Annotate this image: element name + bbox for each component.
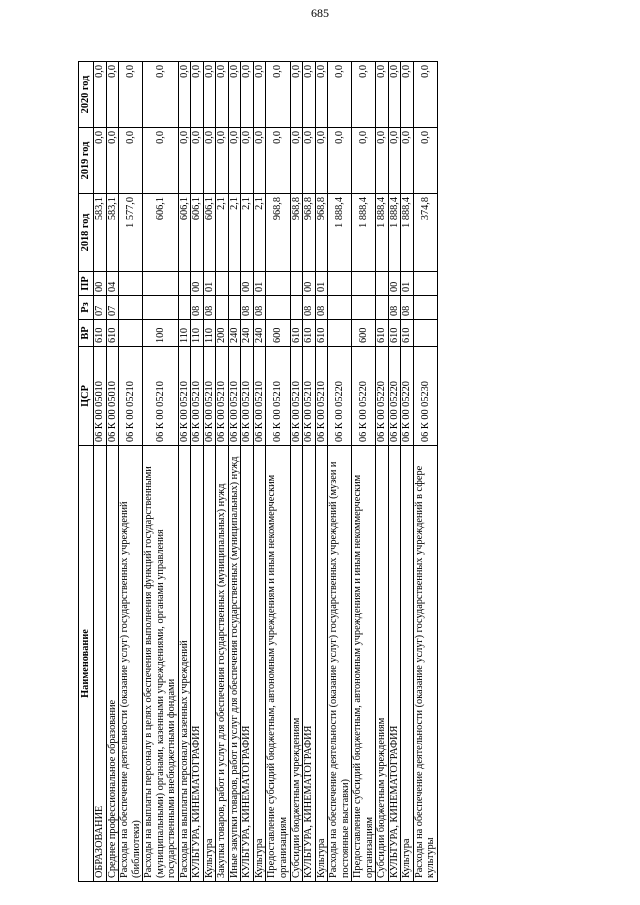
table-row bbox=[401, 62, 414, 882]
cell-2018: 2,1 bbox=[228, 194, 241, 272]
cell-name: Расходы на обеспечение деятельности (оказание услуг) государственных учреждений (музеи и постоянные выставки) bbox=[328, 446, 352, 882]
cell-2019: 0,0 bbox=[303, 128, 316, 194]
table-row bbox=[143, 62, 179, 882]
cell-vr: 600 bbox=[266, 320, 290, 347]
cell-rz bbox=[266, 296, 290, 320]
cell-vr: 200 bbox=[216, 320, 229, 347]
cell-name: ОБРАЗОВАНИЕ bbox=[94, 446, 107, 882]
cell-2019: 0,0 bbox=[241, 128, 254, 194]
cell-csr: 06 К 00 05210 bbox=[178, 347, 191, 446]
cell-pr: 00 bbox=[191, 272, 204, 296]
cell-name: Иные закупки товаров, работ и услуг для обеспечения государственных (муниципальных) нужд bbox=[228, 446, 241, 882]
cell-2018: 2,1 bbox=[216, 194, 229, 272]
cell-2018: 1 888,4 bbox=[376, 194, 389, 272]
page-number: 685 bbox=[311, 6, 329, 20]
cell-rz bbox=[143, 296, 179, 320]
cell-pr: 01 bbox=[203, 272, 216, 296]
cell-2020: 0,0 bbox=[376, 62, 389, 128]
cell-name: Субсидии бюджетным учреждениям bbox=[290, 446, 303, 882]
cell-rz: 08 bbox=[315, 296, 328, 320]
cell-csr: 06 К 00 05210 bbox=[266, 347, 290, 446]
cell-2019: 0,0 bbox=[290, 128, 303, 194]
cell-2018: 1 888,4 bbox=[388, 194, 401, 272]
cell-2018: 583,1 bbox=[106, 194, 119, 272]
cell-2020: 0,0 bbox=[94, 62, 107, 128]
cell-csr: 06 К 00 05220 bbox=[328, 347, 352, 446]
cell-vr: 610 bbox=[376, 320, 389, 347]
cell-2020: 0,0 bbox=[352, 62, 376, 128]
cell-rz bbox=[413, 296, 437, 320]
cell-2019: 0,0 bbox=[119, 128, 143, 194]
cell-2020: 0,0 bbox=[388, 62, 401, 128]
cell-2019: 0,0 bbox=[216, 128, 229, 194]
table-row bbox=[241, 62, 254, 882]
cell-pr bbox=[376, 272, 389, 296]
cell-csr: 06 К 00 05210 bbox=[216, 347, 229, 446]
cell-rz: 07 bbox=[106, 296, 119, 320]
table-row bbox=[119, 62, 143, 882]
cell-2018: 1 577,0 bbox=[119, 194, 143, 272]
cell-2019: 0,0 bbox=[94, 128, 107, 194]
cell-2018: 606,1 bbox=[191, 194, 204, 272]
cell-2020: 0,0 bbox=[216, 62, 229, 128]
cell-2018: 968,8 bbox=[303, 194, 316, 272]
cell-csr: 06 К 00 05210 bbox=[191, 347, 204, 446]
cell-pr: 00 bbox=[303, 272, 316, 296]
cell-csr: 06 К 00 05230 bbox=[413, 347, 437, 446]
cell-csr: 06 К 00 05210 bbox=[253, 347, 266, 446]
cell-vr: 100 bbox=[143, 320, 179, 347]
cell-2018: 968,8 bbox=[266, 194, 290, 272]
cell-rz: 08 bbox=[203, 296, 216, 320]
cell-2018: 1 888,4 bbox=[401, 194, 414, 272]
cell-csr: 06 К 00 05210 bbox=[143, 347, 179, 446]
table-row bbox=[228, 62, 241, 882]
cell-2019: 0,0 bbox=[413, 128, 437, 194]
cell-pr bbox=[266, 272, 290, 296]
cell-name: Культура bbox=[401, 446, 414, 882]
cell-rz bbox=[228, 296, 241, 320]
cell-2020: 0,0 bbox=[106, 62, 119, 128]
cell-2020: 0,0 bbox=[178, 62, 191, 128]
cell-2020: 0,0 bbox=[253, 62, 266, 128]
table-row bbox=[94, 62, 107, 882]
cell-2019: 0,0 bbox=[401, 128, 414, 194]
cell-2019: 0,0 bbox=[143, 128, 179, 194]
cell-name: Культура bbox=[203, 446, 216, 882]
cell-2020: 0,0 bbox=[328, 62, 352, 128]
cell-rz: 08 bbox=[191, 296, 204, 320]
cell-2018: 1 888,4 bbox=[352, 194, 376, 272]
cell-vr: 610 bbox=[303, 320, 316, 347]
cell-rz bbox=[352, 296, 376, 320]
cell-2019: 0,0 bbox=[106, 128, 119, 194]
cell-vr: 610 bbox=[388, 320, 401, 347]
cell-csr: 06 К 00 05210 bbox=[203, 347, 216, 446]
cell-rz bbox=[178, 296, 191, 320]
cell-pr bbox=[143, 272, 179, 296]
cell-2019: 0,0 bbox=[266, 128, 290, 194]
cell-2020: 0,0 bbox=[228, 62, 241, 128]
cell-vr: 610 bbox=[290, 320, 303, 347]
cell-rz: 08 bbox=[253, 296, 266, 320]
header-2018: 2018 год bbox=[79, 194, 94, 272]
cell-pr: 04 bbox=[106, 272, 119, 296]
cell-name: Предоставление субсидий бюджетным, автономным учреждениям и иным некоммерческим организациям bbox=[352, 446, 376, 882]
cell-2020: 0,0 bbox=[266, 62, 290, 128]
cell-2020: 0,0 bbox=[303, 62, 316, 128]
cell-2020: 0,0 bbox=[315, 62, 328, 128]
cell-pr bbox=[413, 272, 437, 296]
cell-pr bbox=[228, 272, 241, 296]
cell-name: Закупка товаров, работ и услуг для обеспечения государственных (муниципальных) нужд bbox=[216, 446, 229, 882]
cell-name: КУЛЬТУРА, КИНЕМАТОГРАФИЯ bbox=[191, 446, 204, 882]
cell-csr: 06 К 00 05220 bbox=[388, 347, 401, 446]
table-row bbox=[328, 62, 352, 882]
cell-pr bbox=[352, 272, 376, 296]
table-header-row bbox=[79, 62, 94, 882]
header-csr: ЦСР bbox=[79, 347, 94, 446]
cell-vr: 610 bbox=[315, 320, 328, 347]
table-row bbox=[413, 62, 437, 882]
table-row bbox=[303, 62, 316, 882]
table-row bbox=[315, 62, 328, 882]
cell-2018: 606,1 bbox=[178, 194, 191, 272]
cell-vr: 610 bbox=[94, 320, 107, 347]
table-row bbox=[388, 62, 401, 882]
cell-2020: 0,0 bbox=[241, 62, 254, 128]
cell-2020: 0,0 bbox=[401, 62, 414, 128]
table-row bbox=[376, 62, 389, 882]
cell-vr: 110 bbox=[178, 320, 191, 347]
cell-rz bbox=[290, 296, 303, 320]
cell-2020: 0,0 bbox=[203, 62, 216, 128]
table-row bbox=[203, 62, 216, 882]
cell-pr: 00 bbox=[241, 272, 254, 296]
table-row bbox=[266, 62, 290, 882]
cell-rz: 08 bbox=[241, 296, 254, 320]
cell-csr: 06 К 00 05210 bbox=[290, 347, 303, 446]
cell-2018: 583,1 bbox=[94, 194, 107, 272]
cell-name: КУЛЬТУРА, КИНЕМАТОГРАФИЯ bbox=[241, 446, 254, 882]
cell-rz: 08 bbox=[388, 296, 401, 320]
cell-2018: 2,1 bbox=[253, 194, 266, 272]
cell-2019: 0,0 bbox=[203, 128, 216, 194]
cell-rz: 07 bbox=[94, 296, 107, 320]
header-vr: ВР bbox=[79, 320, 94, 347]
cell-2019: 0,0 bbox=[328, 128, 352, 194]
cell-csr: 06 К 00 05220 bbox=[401, 347, 414, 446]
cell-vr: 610 bbox=[106, 320, 119, 347]
cell-2019: 0,0 bbox=[315, 128, 328, 194]
cell-2019: 0,0 bbox=[376, 128, 389, 194]
cell-name: Культура bbox=[315, 446, 328, 882]
cell-vr: 240 bbox=[228, 320, 241, 347]
cell-2019: 0,0 bbox=[253, 128, 266, 194]
cell-2018: 606,1 bbox=[203, 194, 216, 272]
cell-2019: 0,0 bbox=[178, 128, 191, 194]
cell-vr: 110 bbox=[191, 320, 204, 347]
cell-2020: 0,0 bbox=[290, 62, 303, 128]
cell-csr: 06 К 00 05210 bbox=[315, 347, 328, 446]
cell-pr bbox=[216, 272, 229, 296]
table-row bbox=[191, 62, 204, 882]
cell-2020: 0,0 bbox=[413, 62, 437, 128]
cell-name: КУЛЬТУРА, КИНЕМАТОГРАФИЯ bbox=[388, 446, 401, 882]
cell-2018: 374,8 bbox=[413, 194, 437, 272]
table-body bbox=[94, 62, 438, 882]
cell-csr: 06 К 00 05010 bbox=[106, 347, 119, 446]
cell-rz: 08 bbox=[303, 296, 316, 320]
header-name: Наименование bbox=[79, 446, 94, 882]
cell-2018: 968,8 bbox=[290, 194, 303, 272]
cell-2019: 0,0 bbox=[352, 128, 376, 194]
cell-pr bbox=[328, 272, 352, 296]
cell-pr: 01 bbox=[401, 272, 414, 296]
cell-2020: 0,0 bbox=[191, 62, 204, 128]
cell-rz bbox=[328, 296, 352, 320]
cell-2018: 606,1 bbox=[143, 194, 179, 272]
cell-2019: 0,0 bbox=[191, 128, 204, 194]
budget-table bbox=[78, 61, 438, 882]
cell-vr: 110 bbox=[203, 320, 216, 347]
cell-vr bbox=[119, 320, 143, 347]
cell-csr: 06 К 00 05210 bbox=[303, 347, 316, 446]
cell-pr bbox=[178, 272, 191, 296]
cell-2019: 0,0 bbox=[228, 128, 241, 194]
header-rz: Рз bbox=[79, 296, 94, 320]
cell-vr bbox=[328, 320, 352, 347]
cell-pr bbox=[290, 272, 303, 296]
cell-pr: 00 bbox=[388, 272, 401, 296]
header-2020: 2020 год bbox=[79, 62, 94, 128]
cell-name: Предоставление субсидий бюджетным, автономным учреждениям и иным некоммерческим организациям bbox=[266, 446, 290, 882]
table-row bbox=[253, 62, 266, 882]
table-row bbox=[290, 62, 303, 882]
cell-name: Расходы на обеспечение деятельности (оказание услуг) государственных учреждений (библиотеки) bbox=[119, 446, 143, 882]
cell-2020: 0,0 bbox=[119, 62, 143, 128]
cell-csr: 06 К 00 05210 bbox=[228, 347, 241, 446]
cell-2018: 968,8 bbox=[315, 194, 328, 272]
cell-vr: 610 bbox=[401, 320, 414, 347]
table-row bbox=[106, 62, 119, 882]
cell-csr: 06 К 00 05210 bbox=[241, 347, 254, 446]
cell-name: Расходы на выплаты персоналу в целях обеспечения выполнения функций государственными (муниципальными) органами, казенными учреждениями, органами управления государственными внебюджетными фондами bbox=[143, 446, 179, 882]
table-row bbox=[352, 62, 376, 882]
rotated-table-container bbox=[78, 62, 438, 882]
cell-csr: 06 К 00 05210 bbox=[119, 347, 143, 446]
cell-pr bbox=[119, 272, 143, 296]
cell-rz: 08 bbox=[401, 296, 414, 320]
cell-rz bbox=[119, 296, 143, 320]
cell-name: Среднее профессиональное образование bbox=[106, 446, 119, 882]
cell-name: Субсидии бюджетным учреждениям bbox=[376, 446, 389, 882]
cell-vr: 240 bbox=[241, 320, 254, 347]
cell-pr: 01 bbox=[315, 272, 328, 296]
cell-vr: 600 bbox=[352, 320, 376, 347]
cell-name: КУЛЬТУРА, КИНЕМАТОГРАФИЯ bbox=[303, 446, 316, 882]
cell-2018: 2,1 bbox=[241, 194, 254, 272]
cell-rz bbox=[376, 296, 389, 320]
header-2019: 2019 год bbox=[79, 128, 94, 194]
header-pr: ПР bbox=[79, 272, 94, 296]
cell-csr: 06 К 00 05220 bbox=[376, 347, 389, 446]
cell-name: Культура bbox=[253, 446, 266, 882]
cell-2019: 0,0 bbox=[388, 128, 401, 194]
cell-2020: 0,0 bbox=[143, 62, 179, 128]
cell-vr: 240 bbox=[253, 320, 266, 347]
cell-csr: 06 К 00 05010 bbox=[94, 347, 107, 446]
table-row bbox=[178, 62, 191, 882]
cell-name: Расходы на выплаты персоналу казенных учреждений bbox=[178, 446, 191, 882]
table-row bbox=[216, 62, 229, 882]
cell-csr: 06 К 00 05220 bbox=[352, 347, 376, 446]
cell-pr: 00 bbox=[94, 272, 107, 296]
cell-rz bbox=[216, 296, 229, 320]
cell-vr bbox=[413, 320, 437, 347]
cell-2018: 1 888,4 bbox=[328, 194, 352, 272]
cell-name: Расходы на обеспечение деятельности (оказание услуг) государственных учреждений в сфере культуры bbox=[413, 446, 437, 882]
cell-pr: 01 bbox=[253, 272, 266, 296]
